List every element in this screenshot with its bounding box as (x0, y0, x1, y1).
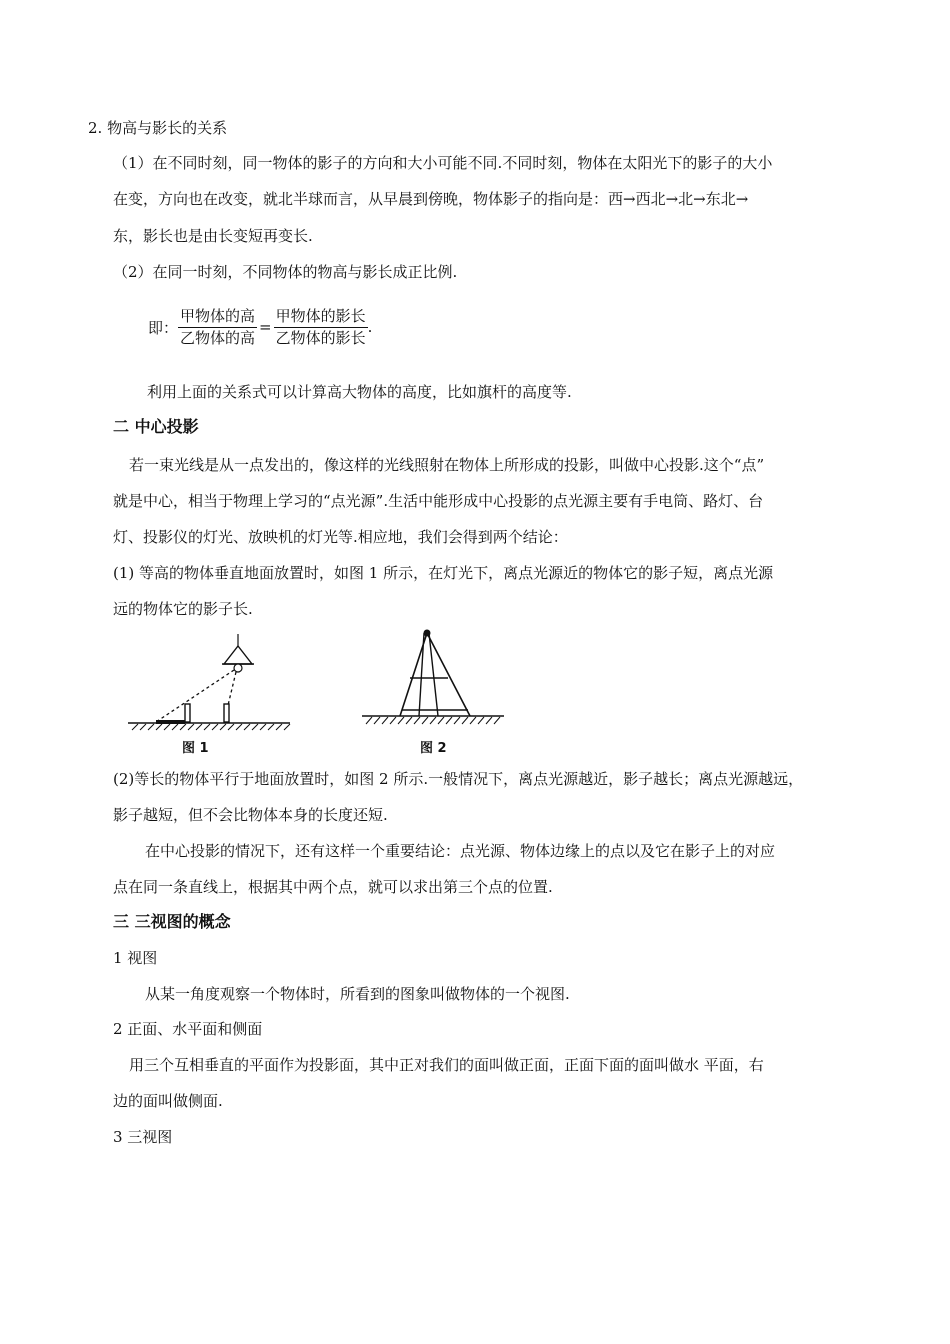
formula-prefix: 即： (148, 318, 179, 337)
figure-2-caption: 图 2 (420, 741, 447, 756)
numerator-shadow: 甲物体的影长 (274, 307, 368, 328)
subsection-1-title: 1 视图 (113, 949, 158, 967)
paragraph-4-line-1: 若一束光线是从一点发出的，像这样的光线照射在物体上所形成的投影，叫做中心投影.这个“点” (129, 456, 765, 474)
denominator-height: 乙物体的高 (180, 328, 256, 347)
paragraph-1-line-2: 在变，方向也在改变，就北半球而言，从早晨到傍晚，物体影子的指向是：西→西北→北→东北→ (113, 190, 749, 208)
fraction-height (178, 307, 257, 348)
denominator-shadow: 乙物体的影长 (275, 328, 366, 347)
paragraph-7-line-1: 在中心投影的情况下，还有这样一个重要结论：点光源、物体边缘上的点以及它在影子上的对应 (145, 842, 776, 860)
paragraph-7-line-2: 点在同一条直线上，根据其中两个点，就可以求出第三个点的位置. (113, 878, 553, 896)
subsection-2-line-1: 用三个互相垂直的平面作为投影面，其中正对我们的面叫做正面，正面下面的面叫做水 平面，右 (129, 1056, 764, 1074)
subsection-3-title: 3 三视图 (113, 1128, 173, 1146)
subsection-1-text: 从某一角度观察一个物体时，所看到的图象叫做物体的一个视图. (145, 985, 570, 1003)
proportion-formula (148, 305, 372, 349)
equals-sign: = (259, 318, 272, 336)
figure-1-diagram (128, 632, 298, 732)
section-2-title: 2. 物高与影长的关系 (88, 119, 228, 137)
fraction-shadow (274, 307, 368, 348)
formula-suffix: . (367, 318, 373, 336)
paragraph-4-line-3: 灯、投影仪的灯光、放映机的灯光等.相应地，我们会得到两个结论： (113, 528, 568, 546)
figure-2-diagram (362, 628, 507, 728)
paragraph-6-line-1: (2)等长的物体平行于地面放置时，如图 2 所示.一般情况下，离点光源越近，影子越长；离点光源越远， (113, 770, 804, 788)
paragraph-1-line-1: （1）在不同时刻，同一物体的影子的方向和大小可能不同.不同时刻，物体在太阳光下的影子的大小 (113, 154, 773, 172)
paragraph-5-line-2: 远的物体它的影子长. (113, 600, 253, 618)
paragraph-2: （2）在同一时刻，不同物体的物高与影长成正比例. (113, 263, 458, 281)
paragraph-4-line-2: 就是中心，相当于物理上学习的“点光源”.生活中能形成中心投影的点光源主要有手电筒、路灯、台 (113, 492, 764, 510)
figure-1-caption: 图 1 (182, 741, 209, 756)
heading-central-projection: 二 中心投影 (113, 417, 199, 436)
paragraph-3: 利用上面的关系式可以计算高大物体的高度，比如旗杆的高度等. (147, 383, 572, 401)
paragraph-5-line-1: (1) 等高的物体垂直地面放置时，如图 1 所示，在灯光下，离点光源近的物体它的影子短，离点光源 (113, 564, 774, 582)
heading-three-views: 三 三视图的概念 (113, 912, 231, 931)
paragraph-1-line-3: 东，影长也是由长变短再变长. (113, 227, 313, 245)
numerator-height: 甲物体的高 (178, 307, 257, 328)
subsection-2-title: 2 正面、水平面和侧面 (113, 1020, 263, 1038)
subsection-2-line-2: 边的面叫做侧面. (113, 1092, 223, 1110)
paragraph-6-line-2: 影子越短，但不会比物体本身的长度还短. (113, 806, 388, 824)
